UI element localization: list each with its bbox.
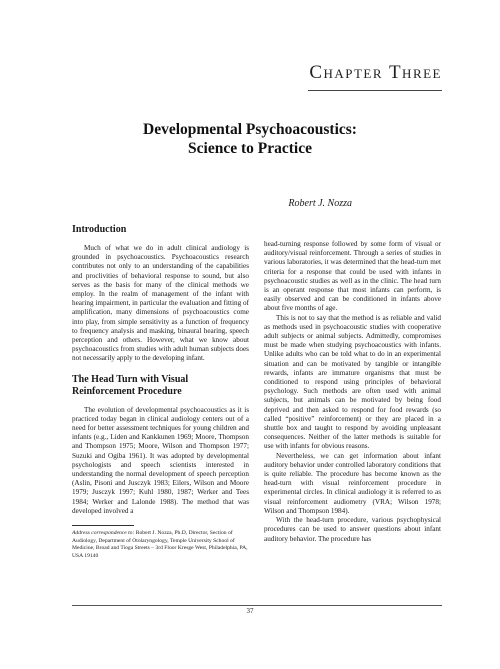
footnote-text: Robert J. Nozza, Ph.D, Director, Section of Audiology, Department of Otolaryngology, Temple University School of Medicine, Broad and Tioga Streets – 3rd Floor Kresge West, Philadelphia, PA, USA 19140 xyxy=(72,530,248,559)
head-turn-paragraph-right-2: This is not to say that the method is as reliable and valid as methods used in psychoacoustic studies with cooperative adult subjects or animal subjects. Admittedly, compromises must be made when studying psychoacoustics with infants. Unlike adults who can be told what to do in an experimental situation and can be motivated by tangible or intangible rewards, infants are immature organisms that must be conditioned to respond using principles of behavioral psychology. Such methods are often used with animal subjects, but animals can be motivated by being food deprived and then asked to respond for food rewards (so called “positive” reinforcement) or they are placed in a shuttle box and taught to respond by avoiding unpleasant consequences. Neither of the latter methods is suitable for use with infants for obvious reasons. xyxy=(264,313,441,451)
chapter-title-line-2: Science to Practice xyxy=(188,140,312,157)
footnote-rule xyxy=(72,525,134,526)
head-turn-heading-line-2: Reinforcement Procedure xyxy=(72,385,182,397)
introduction-paragraph: Much of what we do in adult clinical audiology is grounded in psychoacoustics. Psychoacoustics research contributes not only to an understanding of the capabilities and proclivities of behavioral response to sound, but also serves as the basis for many of the clinical methods we employ. In the realm of management of the infant with hearing impairment, in particular the evaluation and fitting of amplification, many dimensions of psychoacoustics come into play, from simple sensitivity as a function of frequency to frequency analysis and masking, binaural hearing, speech perception and others. However, what we know about psychoacoustics from studies with adult human subjects does not necessarily apply to the developing infant. xyxy=(72,244,249,363)
chapter-label: Chapter Three xyxy=(309,62,442,83)
left-column xyxy=(72,220,249,560)
introduction-heading: Introduction xyxy=(72,224,127,235)
head-turn-paragraph-right-1: head-turning response followed by some form of visual or auditory/visual reinforcement. Through a series of studies in various laboratories, it was determined that the head-turn met criteria for a response that could be used with infants in psychoacoustic studies as well as in the clinic. The head turn is an operant response that most infants can perform, is easily observed and can be conditioned in infants above about five months of age. xyxy=(264,240,441,313)
right-column xyxy=(264,240,441,544)
head-turn-paragraph-left: The evolution of developmental psychoacoustics as it is practiced today began in clinical audiology centers out of a need for better assessment techniques for young children and infants (e.g., Liden and Kankkunen 1969; Moore, Thompson and Thompson 1975; Moore, Wilson and Thompson 1977; Suzuki and Ogiba 1961). It was adopted by developmental psychologists and speech scientists interested in understanding the normal development of speech perception (Aslin, Pisoni and Jusczyk 1983; Eilers, Wilson and Moore 1979; Jusczyk 1997; Kuhl 1980, 1987; Werker and Tees 1984; Werker and Lalonde 1988). The method that was developed involved a xyxy=(72,405,249,515)
author-name: Robert J. Nozza xyxy=(288,198,352,209)
footnote-label: Address correspondence to: xyxy=(72,530,135,537)
chapter-title xyxy=(50,120,450,158)
page-number: 37 xyxy=(246,607,254,615)
chapter-rule xyxy=(308,90,442,91)
chapter-title-line-1: Developmental Psychoacoustics: xyxy=(143,121,357,138)
head-turn-heading-line-1: The Head Turn with Visual xyxy=(72,373,189,385)
head-turn-paragraph-right-3: Nevertheless, we can get information about infant auditory behavior under controlled laboratory conditions that is quite reliable. The procedure has become known as the head-turn with visual reinforcement procedure in experimental circles. In clinical audiology it is referred to as visual reinforcement audiometry (VRA; Wilson 1978; Wilson and Thompson 1984). xyxy=(264,451,441,515)
head-turn-paragraph-right-4: With the head-turn procedure, various psychophysical procedures can be used to answer questions about infant auditory behavior. The procedure has xyxy=(264,516,441,543)
page-footer-rule xyxy=(72,605,442,606)
head-turn-heading xyxy=(72,374,249,398)
footnote xyxy=(72,530,249,560)
